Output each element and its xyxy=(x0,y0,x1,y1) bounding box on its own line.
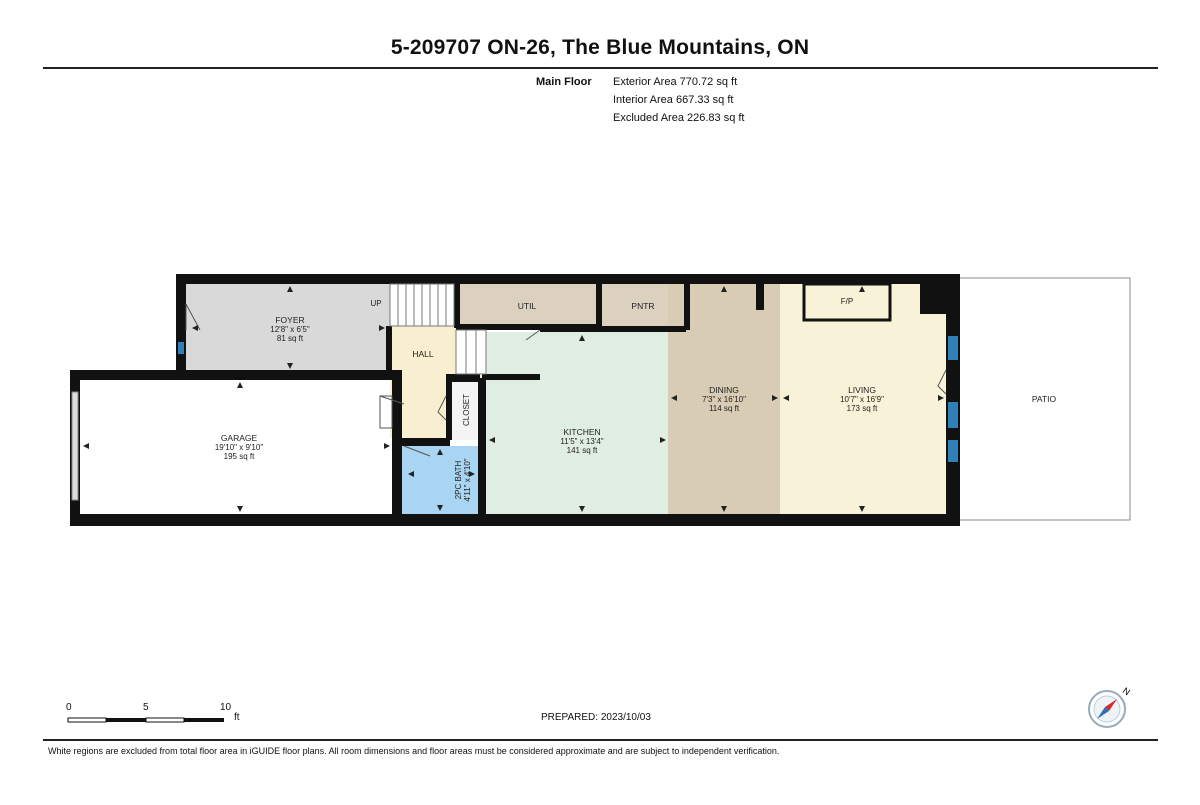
page-title: 5-209707 ON-26, The Blue Mountains, ON xyxy=(390,36,810,59)
interior-area: Interior Area 667.33 sq ft xyxy=(613,94,734,106)
kitchen-dims: 11'5" x 13'4" xyxy=(560,437,604,446)
closet-name: CLOSET xyxy=(462,393,471,427)
up-label: UP xyxy=(370,299,382,308)
scale-0: 0 xyxy=(66,702,72,713)
dining-name: DINING xyxy=(709,385,739,395)
scale-10: 10 xyxy=(220,702,232,713)
footer-disclaimer: White regions are excluded from total floor area in iGUIDE floor plans. All room dimensions and floor areas must be considered approximate and are subject to independent verification. xyxy=(48,746,780,756)
compass-north: N xyxy=(1120,685,1132,698)
excluded-area: Excluded Area 226.83 sq ft xyxy=(613,112,745,124)
scale-5: 5 xyxy=(143,702,149,713)
garage-name: GARAGE xyxy=(220,433,258,443)
bath-dims: 4'11" x 4'10" xyxy=(463,458,472,502)
foyer-dims: 12'8" x 6'5" xyxy=(270,325,310,334)
prepared-date: PREPARED: 2023/10/03 xyxy=(541,712,651,723)
footer-rule xyxy=(43,739,1158,741)
garage-dims: 19'10" x 9'10" xyxy=(214,443,264,452)
foyer-name: FOYER xyxy=(275,315,305,325)
floor-label: Main Floor xyxy=(536,76,592,88)
dining-dims: 7'3" x 16'10" xyxy=(702,395,746,404)
living-dims: 10'7" x 16'9" xyxy=(840,395,884,404)
foyer-area: 81 sq ft xyxy=(276,334,304,343)
kitchen-name: KITCHEN xyxy=(563,427,601,437)
fp-name: F/P xyxy=(840,297,854,306)
garage-area: 195 sq ft xyxy=(223,452,255,461)
living-area: 173 sq ft xyxy=(846,404,878,413)
scale-unit: ft xyxy=(234,712,240,723)
util-name: UTIL xyxy=(517,301,537,311)
pntr-name: PNTR xyxy=(631,301,655,311)
patio-name: PATIO xyxy=(1031,394,1057,404)
hall-name: HALL xyxy=(412,349,434,359)
bath-name: 2PC BATH xyxy=(454,460,463,500)
garage-window xyxy=(72,392,78,500)
scale-bar xyxy=(68,718,224,722)
living-name: LIVING xyxy=(848,385,876,395)
compass-icon xyxy=(1089,691,1125,727)
kitchen-fill xyxy=(486,332,668,514)
kitchen-area: 141 sq ft xyxy=(566,446,598,455)
dining-area: 114 sq ft xyxy=(708,404,740,413)
exterior-area: Exterior Area 770.72 sq ft xyxy=(613,76,738,88)
